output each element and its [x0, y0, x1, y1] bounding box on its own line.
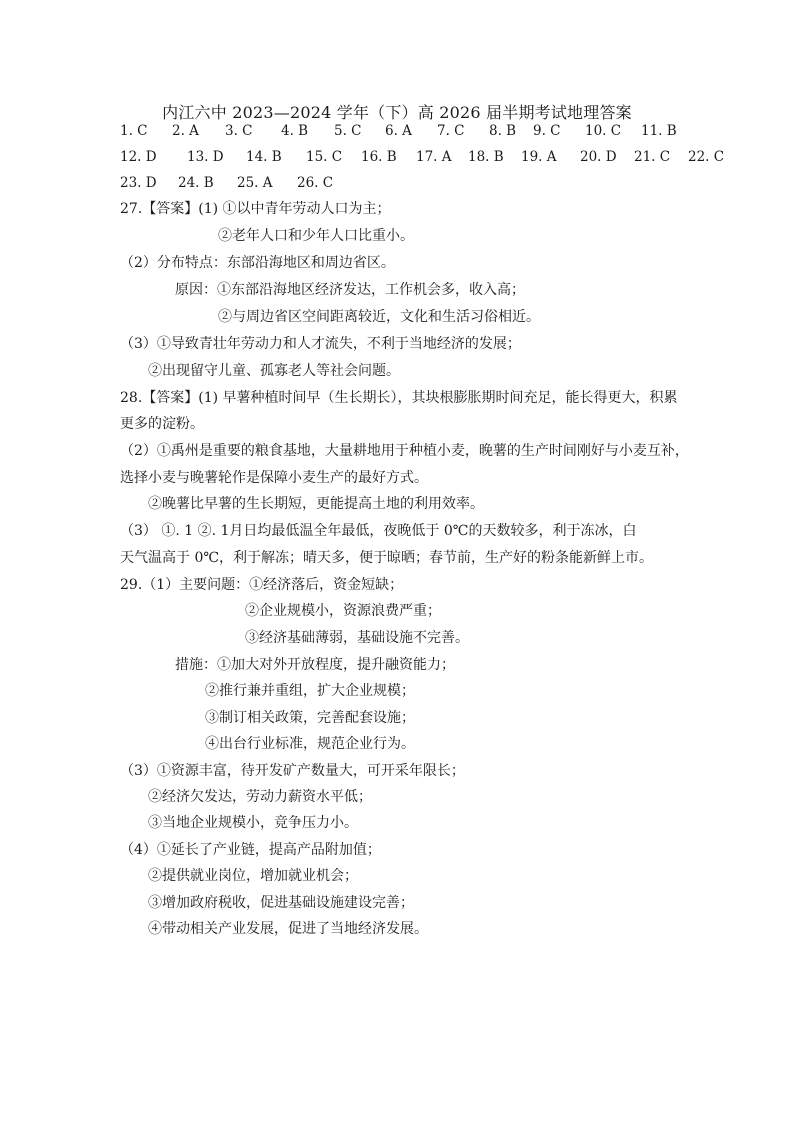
answer-line: ②经济欠发达，劳动力薪资水平低；	[148, 789, 372, 805]
answer-line: ③增加政府税收，促进基础设施建设完善；	[148, 895, 414, 911]
answer-line: ④带动相关产业发展，促进了当地经济发展。	[148, 921, 428, 937]
answer-line: （2）分布特点：东部沿海地区和周边省区。	[120, 255, 395, 271]
mc-answer: 15. C	[306, 149, 343, 165]
answer-line: 更多的淀粉。	[120, 416, 204, 432]
answer-line: ②晚薯比早薯的生长期短，更能提高土地的利用效率。	[148, 496, 484, 512]
answer-line: ②推行兼并重组，扩大企业规模；	[205, 683, 415, 699]
mc-answer: 20. D	[580, 149, 617, 165]
answer-line: （2）①禹州是重要的粮食基地，大量耕地用于种植小麦，晚薯的生产时间刚好与小麦互补，	[120, 443, 689, 459]
mc-answer: 3. C	[225, 123, 253, 139]
mc-answer: 16. B	[361, 149, 397, 165]
mc-answer: 18. B	[468, 149, 504, 165]
answer-line: 29.（1）主要问题：①经济落后，资金短缺；	[120, 577, 404, 593]
answer-line: （3）①导致青壮年劳动力和人才流失，不利于当地经济的发展；	[120, 336, 521, 352]
answer-line: 原因：①东部沿海地区经济发达，工作机会多，收入高；	[175, 282, 525, 298]
mc-answer: 12. D	[120, 149, 157, 165]
mc-answer: 13. D	[187, 149, 224, 165]
answer-line: 27.【答案】(1) ①以中青年劳动人口为主；	[120, 201, 391, 217]
answer-line: （4）①延长了产业链，提高产品附加值；	[120, 842, 381, 858]
mc-answer: 17. A	[416, 149, 452, 165]
page-title: 内江六中 2023—2024 学年（下）高 2026 届半期考试地理答案	[162, 103, 632, 122]
answer-line: ④出台行业标准，规范企业行为。	[205, 736, 415, 752]
answer-line: ②老年人口和少年人口比重小。	[218, 228, 414, 244]
answer-line: 28.【答案】(1) 早薯种植时间早（生长期长），其块根膨胀期时间充足，能长得更大，积累	[120, 390, 678, 406]
mc-answer: 9. C	[533, 123, 561, 139]
answer-line: （3） ①. 1 ②. 1月日均最低温全年最低，夜晚低于 0℃的天数较多，利于冻冰，白	[120, 523, 637, 539]
answer-line: ③制订相关政策，完善配套设施；	[205, 710, 415, 726]
mc-answer: 22. C	[688, 149, 725, 165]
mc-answer: 8. B	[489, 123, 517, 139]
answer-line: 选择小麦与晚薯轮作是保障小麦生产的最好方式。	[120, 470, 428, 486]
mc-answer: 26. C	[297, 175, 334, 191]
mc-answer: 5. C	[334, 123, 362, 139]
mc-answer: 1. C	[120, 123, 148, 139]
mc-answer: 25. A	[237, 175, 273, 191]
answer-line: 措施：①加大对外开放程度，提升融资能力；	[175, 657, 455, 673]
answer-line: ③经济基础薄弱，基础设施不完善。	[245, 630, 469, 646]
answer-line: 天气温高于 0℃，利于解冻；晴天多，便于晾晒；春节前，生产好的粉条能新鲜上市。	[120, 550, 654, 566]
answer-line: ②企业规模小，资源浪费严重；	[245, 603, 441, 619]
answer-line: ②出现留守儿童、孤寡老人等社会问题。	[148, 363, 400, 379]
mc-answer: 6. A	[385, 123, 412, 139]
answer-line: （3）①资源丰富，待开发矿产数量大，可开采年限长；	[120, 763, 465, 779]
mc-answer: 24. B	[178, 175, 214, 191]
mc-answer: 23. D	[120, 175, 157, 191]
answer-line: ②与周边省区空间距离较近，文化和生活习俗相近。	[218, 309, 540, 325]
mc-answer: 4. B	[281, 123, 309, 139]
mc-answer: 21. C	[634, 149, 671, 165]
mc-answer: 11. B	[641, 123, 677, 139]
mc-answer: 19. A	[521, 149, 557, 165]
mc-answer: 10. C	[585, 123, 622, 139]
mc-answer: 14. B	[246, 149, 282, 165]
answer-line: ②提供就业岗位，增加就业机会；	[148, 868, 358, 884]
answer-line: ③当地企业规模小，竞争压力小。	[148, 815, 358, 831]
mc-answer: 2. A	[172, 123, 199, 139]
mc-answer: 7. C	[437, 123, 465, 139]
